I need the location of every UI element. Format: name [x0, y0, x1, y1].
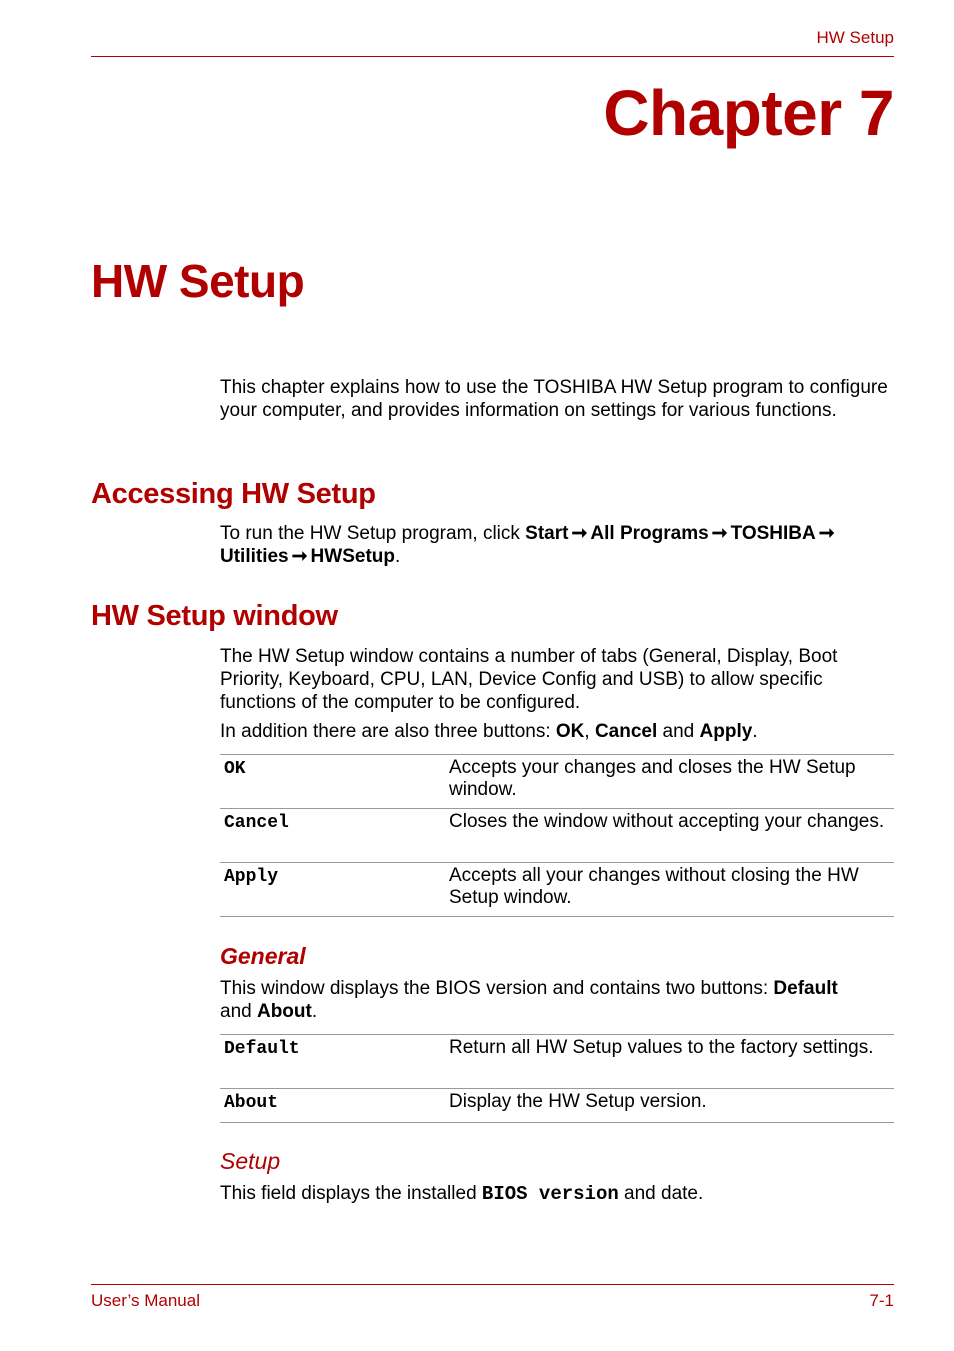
path-start: Start [525, 523, 569, 544]
about-term: About [256, 1001, 312, 1022]
arrow-icon: ➞ [571, 523, 588, 544]
path-all-programs: All Programs [590, 523, 709, 544]
ok-term: OK [555, 721, 585, 742]
chapter-label: Chapter 7 [603, 77, 894, 149]
window-paragraph: The HW Setup window contains a number of tabs (General, Display, Boot Priority, Keyboard, CPU, LAN, Device Config and USB) to allow specific functions of the computer to be configured. [220, 646, 838, 713]
arrow-icon: ➞ [818, 523, 835, 544]
apply-term: Apply [699, 721, 753, 742]
table-row [220, 755, 894, 809]
path-hwsetup: HWSetup [310, 546, 395, 567]
buttons-text: In addition there are also three buttons: [220, 721, 556, 742]
table-row [220, 1035, 894, 1089]
page-number: 7-1 [869, 1291, 894, 1310]
bios-version-term: BIOS version [481, 1183, 619, 1205]
sep: and [657, 721, 700, 742]
general-paragraph [220, 977, 894, 1023]
sep: and [220, 1001, 257, 1022]
accessing-heading: Accessing HW Setup [91, 478, 376, 510]
footer-manual-label: User’s Manual [91, 1291, 200, 1310]
table-term: OK [224, 759, 246, 779]
table-desc: Return all HW Setup values to the factory settings. [449, 1037, 874, 1058]
general-table [220, 1034, 894, 1123]
sep: , [584, 721, 595, 742]
page-title: HW Setup [91, 255, 305, 307]
table-row [220, 863, 894, 917]
table-term: Apply [224, 867, 279, 887]
cancel-term: Cancel [594, 721, 658, 742]
setup-text: This field displays the installed [220, 1183, 482, 1204]
buttons-table [220, 754, 894, 917]
table-desc: Accepts your changes and closes the HW Setup window. [449, 757, 856, 800]
intro-paragraph: This chapter explains how to use the TOSHIBA HW Setup program to configure your computer, and provides information on settings for various functions. [220, 377, 888, 421]
header-rule [91, 56, 894, 57]
table-row [220, 1089, 894, 1123]
table-term: Default [224, 1039, 300, 1059]
general-heading: General [220, 943, 306, 969]
arrow-icon: ➞ [291, 546, 308, 567]
general-text: This window displays the BIOS version and contains two buttons: [220, 978, 774, 999]
table-row [220, 809, 894, 863]
setup-paragraph [220, 1182, 894, 1206]
accessing-paragraph [220, 522, 894, 568]
table-term: Cancel [224, 813, 289, 833]
path-utilities: Utilities [220, 546, 289, 567]
table-desc: Closes the window without accepting your changes. [449, 811, 885, 832]
accessing-end: . [394, 546, 401, 567]
setup-text-end: and date. [618, 1183, 704, 1204]
setup-heading: Setup [220, 1148, 281, 1174]
table-desc: Accepts all your changes without closing the HW Setup window. [449, 865, 859, 908]
path-toshiba: TOSHIBA [730, 523, 816, 544]
accessing-text: To run the HW Setup program, click [220, 523, 526, 544]
table-term: About [224, 1093, 279, 1113]
default-term: Default [773, 978, 838, 999]
table-desc: Display the HW Setup version. [449, 1091, 707, 1112]
window-heading: HW Setup window [91, 600, 338, 632]
buttons-paragraph [220, 720, 894, 743]
sep: . [311, 1001, 318, 1022]
arrow-icon: ➞ [711, 523, 728, 544]
footer-rule [91, 1284, 894, 1285]
running-header: HW Setup [816, 28, 894, 47]
sep: . [752, 721, 758, 742]
